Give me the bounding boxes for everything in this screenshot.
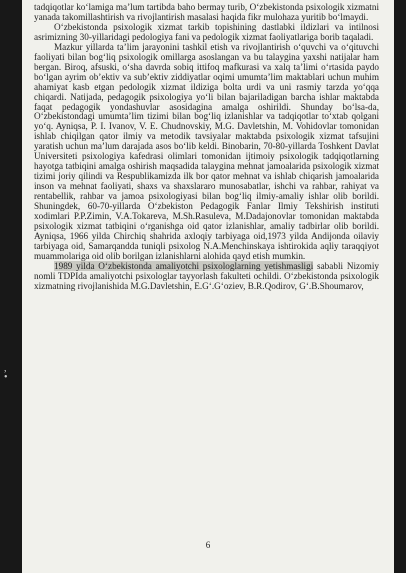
paragraph-1: tadqiqotlar ko‘lamiga ma’lum tartibda baho bermay turib, O‘zbekistonda psixologik xizmatni yanada takomillashtirish va rivojlantirish masalasi haqida fikr mulohaza yuritib bo‘lmaydi. [34,2,379,22]
highlighted-text: 1989 yilda O‘zbekistonda amaliyotchi psixologlarning yetishmasligi [54,260,314,271]
paragraph-3: Mazkur yillarda ta’lim jarayonini tashkil etish va rivojlantirish o‘quvchi va o‘qituvchi faoliyati bilan bog‘liq psixologik omillarga asoslangan va bu talaygina yaxshi natijalar ham bergan. Biroq, afsuski, o‘sha davrda sobiq ittifoq mafkurasi va xalq ta’limi o‘rtasida paydo bo‘lgan ayrim ob’ektiv va sub’ektiv ziddiyatlar oqimi umumta’lim maktablari uchun muhim ahamiyat kasb etgan pedologik xizmat ildiziga bolta urdi va uni rasmiy tarzda yo‘qqa chiqardi. Natijada, pedagogik psixologiya yo‘li bilan bajariladigan barcha ishlar maktabda faqat pedagogik yondashuvlar asosidagina amalga oshirildi. Shunday bo‘lsa-da, O‘zbekistondagi umumta’lim tizimi bilan bog‘liq izlanishlar va tadqiqotlar to‘xtab qolgani yo‘q. Ayniqsa, P. I. Ivanov, V. E. Chudnovskiy, M.G. Davletshin, M. Vohidovlar tomonidan ishlab chiqilgan qator ilmiy va metodik tavsiyalar maktabda psixologik xizmat tafsujini yaratish uchun ma’lum darajada asos bo‘lib keldi. Binobarin, 70-80-yillarda Toshkent Davlat Universiteti psixologiya kafedrasi olimlari tomonidan ijtimoiy psixologik tadqiqotlarning hayotga tatbiqini amalga oshirish maqsadida talaygina mehnat jamoalarida psixologik xizmat tizimi joriy qilindi va Respublikamizda ilk bor qator mehnat va ishlab chiqarish jamoalarida inson va mehnat faoliyati, shaxs va shaxslararo munosabatlar, ishchi va rahbar, rahiyat va rentabellik, rahbar va jamoa psixologiyasi bilan bog‘liq ilmiy-amaliy ishlar olib borildi. Shuningdek, 60-70-yillarda O‘zbekiston Pedagogik Fanlar Ilmiy Tekshirish instituti xodimlari P.P.Zimin, V.A.Tokareva, M.Sh.Rasuleva, M.Dadajonovlar tomonidan maktabda psixologik xizmat tatbiqini o‘rganishga oid qator izlanishlar, amaliy tadbirlar olib borildi. Ayniqsa, 1966 yilda Chirchiq shahrida axloqiy tarbiyaga oid,1973 yilda Andijonda oilaviy tarbiyaga oid, Samarqandda tuniqli psixolog N.A.Menchinskaya ishtirokida aqliy taraqqiyot muammolariga oid olib borilgan izlanishlarni alohida qayd etish mumkin. [34,41,379,261]
margin-bullet: • [4,372,8,383]
paragraph-4 [34,262,379,292]
page-number: 6 [205,540,211,550]
paragraph-2: O‘zbekistonda psixologik xizmat tarkib topishining dastlabki ildizlari va intilnosi asrimizning 30-yillaridagi pedologiya fani va pedologik xizmat faoliyatlariga borib taqaladi. [34,21,379,42]
body-text [34,3,379,292]
document-page [22,0,394,573]
margin-mark: , [4,363,7,374]
paragraph-4-continued: sababli Nizomiy nomli TDPIda amaliyotchi psixologlar tayyorlash fakulteti ochildi. O‘zbekistonda psixologik xizmatning rivojlanishida M.G.Davletshin, E.G‘.G‘oziev, B.R.Qodirov, G‘.B.Shoumarov, [34,260,379,291]
